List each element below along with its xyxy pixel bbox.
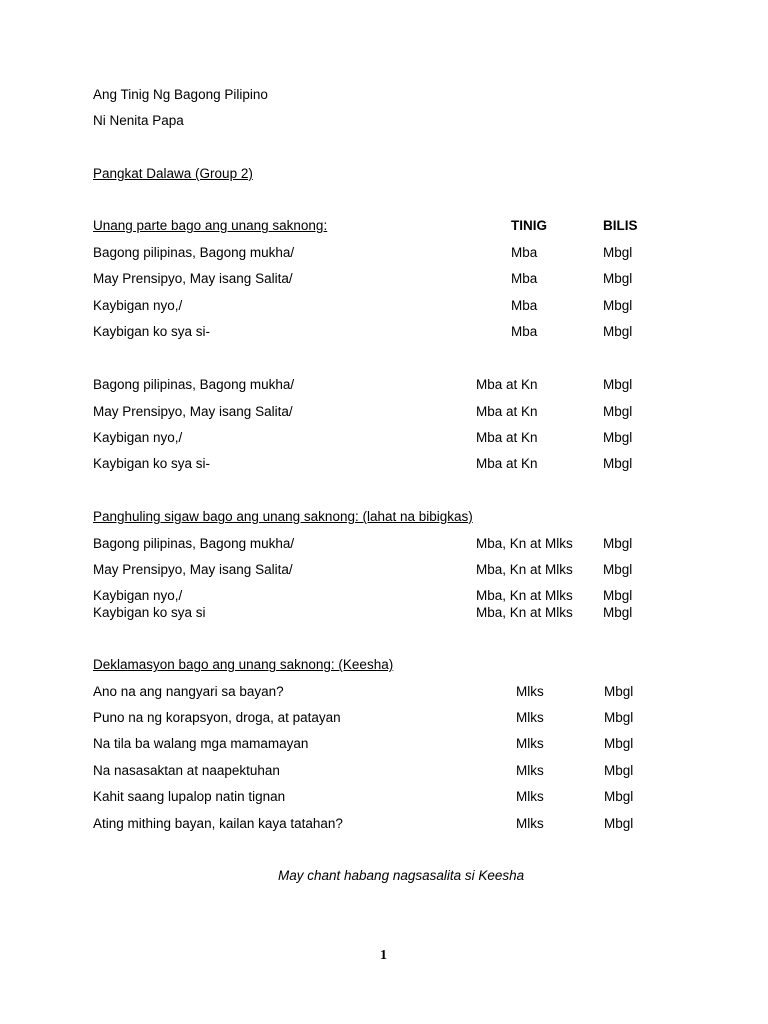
- section3-row-2-tinig: Mba, Kn at Mlks: [476, 562, 573, 577]
- section2-row-4-tinig: Mba at Kn: [476, 456, 538, 471]
- section4-row-6-bilis: Mbgl: [604, 816, 634, 831]
- section4-row-1-line: Ano na ang nangyari sa bayan?: [93, 684, 284, 699]
- section3-row-4-line: Kaybigan ko sya si: [93, 605, 206, 620]
- section1-row-1-line: Bagong pilipinas, Bagong mukha/: [93, 245, 295, 260]
- section1-row-4-tinig: Mba: [511, 324, 538, 339]
- section1-row-3-bilis: Mbgl: [603, 298, 633, 313]
- group-heading: Pangkat Dalawa (Group 2): [93, 166, 253, 181]
- section2-row-4-line: Kaybigan ko sya si-: [93, 456, 211, 471]
- section3-row-3-tinig: Mba, Kn at Mlks: [476, 588, 573, 603]
- section4-row-6-line: Ating mithing bayan, kailan kaya tatahan?: [93, 816, 343, 831]
- section4-row-2-bilis: Mbgl: [604, 710, 634, 725]
- section1-row-4-line: Kaybigan ko sya si-: [93, 324, 211, 339]
- section4-row-4-line: Na nasasaktan at naapektuhan: [93, 763, 280, 778]
- section4-row-2-line: Puno na ng korapsyon, droga, at patayan: [93, 710, 341, 725]
- section1-row-2-line: May Prensipyo, May isang Salita/: [93, 271, 293, 286]
- section3-heading: Panghuling sigaw bago ang unang saknong: (lahat na bibigkas): [93, 509, 473, 524]
- section1-row-2-bilis: Mbgl: [603, 271, 633, 286]
- stage-note: May chant habang nagsasalita si Keesha: [278, 868, 525, 883]
- section3-row-3-line: Kaybigan nyo,/: [93, 588, 183, 603]
- section4-row-5-line: Kahit saang lupalop natin tignan: [93, 789, 286, 804]
- section4-row-4-bilis: Mbgl: [604, 763, 634, 778]
- section4-heading: Deklamasyon bago ang unang saknong: (Keesha): [93, 657, 394, 672]
- section2-row-1-bilis: Mbgl: [603, 377, 633, 392]
- section4-row-6-tinig: Mlks: [516, 816, 544, 831]
- section1-row-3-tinig: Mba: [511, 298, 538, 313]
- section2-row-1-line: Bagong pilipinas, Bagong mukha/: [93, 377, 295, 392]
- section4-row-1-tinig: Mlks: [516, 684, 544, 699]
- section2-row-1-tinig: Mba at Kn: [476, 377, 538, 392]
- section4-row-5-bilis: Mbgl: [604, 789, 634, 804]
- section2-row-2-bilis: Mbgl: [603, 404, 633, 419]
- section2-row-2-tinig: Mba at Kn: [476, 404, 538, 419]
- section2-row-2-line: May Prensipyo, May isang Salita/: [93, 404, 293, 419]
- page-number: 1: [380, 948, 387, 963]
- section4-row-2-tinig: Mlks: [516, 710, 544, 725]
- section4-row-5-tinig: Mlks: [516, 789, 544, 804]
- section3-row-2-line: May Prensipyo, May isang Salita/: [93, 562, 293, 577]
- section2-row-3-bilis: Mbgl: [603, 430, 633, 445]
- section4-row-3-bilis: Mbgl: [604, 736, 634, 751]
- section3-row-1-line: Bagong pilipinas, Bagong mukha/: [93, 536, 295, 551]
- section4-row-3-line: Na tila ba walang mga mamamayan: [93, 736, 309, 751]
- section3-row-1-tinig: Mba, Kn at Mlks: [476, 536, 573, 551]
- section4-row-4-tinig: Mlks: [516, 763, 544, 778]
- column-header-tinig: TINIG: [511, 218, 547, 233]
- section3-row-4-tinig: Mba, Kn at Mlks: [476, 605, 573, 620]
- section3-row-4-bilis: Mbgl: [603, 605, 633, 620]
- section3-row-3-bilis: Mbgl: [603, 588, 633, 603]
- document-title: Ang Tinig Ng Bagong Pilipino: [93, 87, 268, 102]
- section1-row-4-bilis: Mbgl: [603, 324, 633, 339]
- section3-row-2-bilis: Mbgl: [603, 562, 633, 577]
- document-author: Ni Nenita Papa: [93, 113, 184, 128]
- section1-row-2-tinig: Mba: [511, 271, 538, 286]
- section2-row-3-line: Kaybigan nyo,/: [93, 430, 183, 445]
- section1-row-3-line: Kaybigan nyo,/: [93, 298, 183, 313]
- section1-row-1-bilis: Mbgl: [603, 245, 633, 260]
- section2-row-4-bilis: Mbgl: [603, 456, 633, 471]
- section4-row-1-bilis: Mbgl: [604, 684, 634, 699]
- section3-row-1-bilis: Mbgl: [603, 536, 633, 551]
- section1-heading: Unang parte bago ang unang saknong:: [93, 218, 328, 233]
- section4-row-3-tinig: Mlks: [516, 736, 544, 751]
- section2-row-3-tinig: Mba at Kn: [476, 430, 538, 445]
- section1-row-1-tinig: Mba: [511, 245, 538, 260]
- column-header-bilis: BILIS: [603, 218, 638, 233]
